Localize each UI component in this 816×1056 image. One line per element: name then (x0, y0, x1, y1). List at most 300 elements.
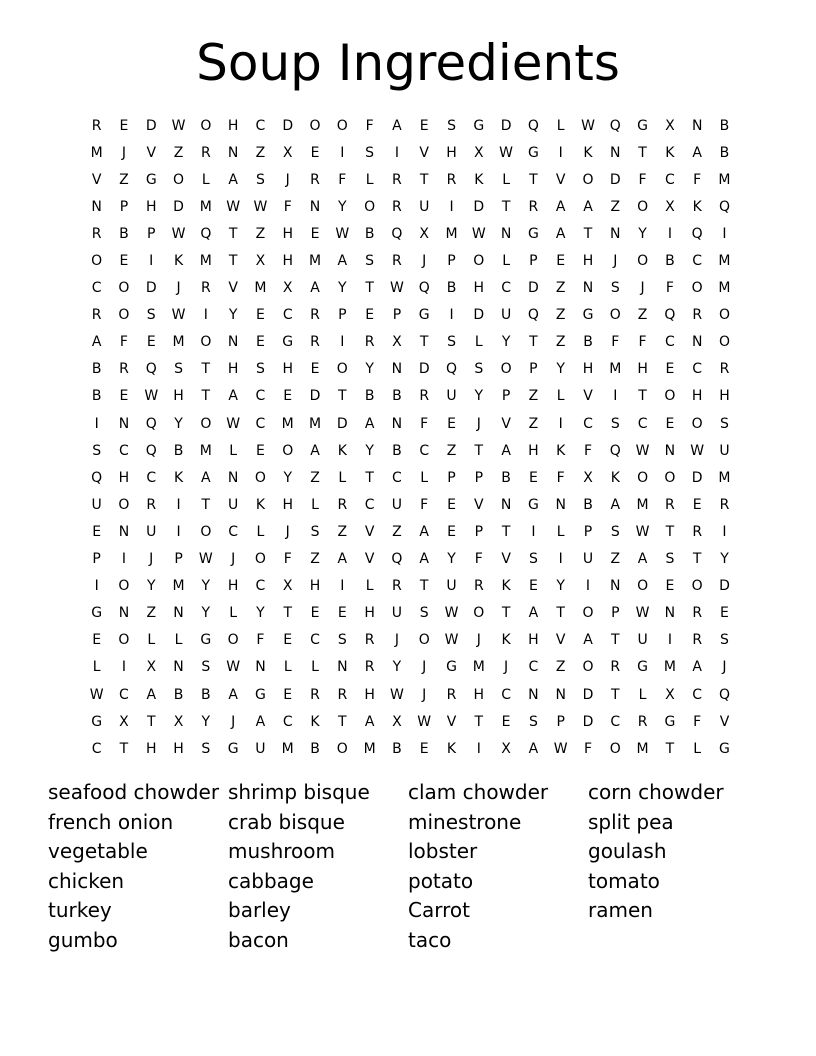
grid-letter[interactable]: N (255, 659, 266, 676)
grid-letter[interactable]: C (528, 659, 539, 676)
grid-letter[interactable]: N (118, 523, 130, 540)
grid-letter[interactable]: Q (664, 307, 676, 324)
grid-letter[interactable]: G (664, 713, 676, 730)
grid-letter[interactable]: U (637, 632, 648, 649)
grid-letter[interactable]: S (174, 361, 183, 378)
grid-letter[interactable]: I (94, 415, 99, 432)
grid-letter[interactable]: L (256, 523, 265, 540)
grid-letter[interactable]: W (389, 686, 404, 703)
grid-letter[interactable]: L (92, 659, 101, 676)
grid-letter[interactable]: E (283, 632, 293, 649)
grid-letter[interactable]: A (528, 740, 539, 757)
grid-letter[interactable]: O (91, 253, 103, 270)
grid-letter[interactable]: S (610, 280, 620, 297)
grid-letter[interactable]: V (501, 415, 511, 432)
grid-letter[interactable]: A (310, 280, 320, 297)
grid-letter[interactable]: J (231, 713, 236, 730)
grid-letter[interactable]: U (391, 605, 403, 622)
grid-letter[interactable]: R (310, 307, 320, 324)
grid-letter[interactable]: P (474, 469, 484, 486)
grid-letter[interactable]: A (555, 225, 566, 242)
grid-letter[interactable]: O (254, 551, 266, 568)
grid-letter[interactable]: U (228, 496, 239, 513)
grid-letter[interactable]: O (254, 469, 266, 486)
grid-letter[interactable]: G (255, 686, 266, 703)
grid-letter[interactable]: P (474, 523, 484, 540)
grid-letter[interactable]: B (310, 740, 320, 757)
grid-letter[interactable]: H (145, 740, 157, 757)
grid-letter[interactable]: G (91, 605, 103, 622)
grid-letter[interactable]: E (665, 578, 675, 595)
grid-letter[interactable]: A (501, 442, 511, 459)
grid-letter[interactable]: X (282, 280, 293, 297)
grid-letter[interactable]: D (336, 415, 348, 432)
grid-letter[interactable]: W (226, 198, 241, 215)
grid-letter[interactable]: A (337, 551, 348, 568)
grid-letter[interactable]: F (474, 551, 483, 568)
grid-letter[interactable]: E (365, 307, 375, 324)
grid-letter[interactable]: W (226, 659, 241, 676)
grid-letter[interactable]: Q (145, 442, 157, 459)
grid-letter[interactable]: Q (145, 361, 157, 378)
grid-letter[interactable]: E (665, 415, 675, 432)
grid-letter[interactable]: Z (555, 334, 566, 351)
grid-letter[interactable]: N (173, 605, 184, 622)
grid-letter[interactable]: R (719, 361, 730, 378)
grid-letter[interactable]: A (228, 686, 238, 703)
grid-letter[interactable]: A (337, 253, 348, 270)
grid-letter[interactable]: O (718, 334, 730, 351)
grid-letter[interactable]: I (94, 578, 99, 595)
grid-letter[interactable]: R (364, 632, 375, 649)
grid-letter[interactable]: W (635, 605, 650, 622)
grid-letter[interactable]: Y (447, 551, 456, 568)
grid-letter[interactable]: N (118, 415, 130, 432)
grid-letter[interactable]: Q (145, 415, 157, 432)
grid-letter[interactable]: J (504, 659, 509, 676)
grid-letter[interactable]: R (637, 713, 648, 730)
grid-letter[interactable]: S (201, 659, 211, 676)
grid-letter[interactable]: R (119, 361, 129, 378)
grid-letter[interactable]: S (337, 632, 347, 649)
grid-letter[interactable]: U (582, 551, 594, 568)
grid-letter[interactable]: N (227, 469, 239, 486)
grid-letter[interactable]: K (556, 442, 566, 459)
grid-letter[interactable]: Y (256, 605, 265, 622)
grid-letter[interactable]: I (667, 225, 672, 242)
grid-letter[interactable]: Q (609, 442, 621, 459)
grid-letter[interactable]: T (201, 361, 211, 378)
grid-letter[interactable]: S (528, 713, 538, 730)
grid-letter[interactable]: A (692, 659, 702, 676)
grid-letter[interactable]: O (200, 523, 212, 540)
grid-letter[interactable]: C (228, 523, 239, 540)
grid-letter[interactable]: I (340, 334, 345, 351)
grid-letter[interactable]: U (446, 578, 457, 595)
grid-letter[interactable]: Z (555, 280, 566, 297)
grid-letter[interactable]: O (609, 740, 621, 757)
grid-letter[interactable]: J (422, 686, 427, 703)
grid-letter[interactable]: N (664, 442, 676, 459)
grid-letter[interactable]: P (556, 713, 565, 730)
grid-letter[interactable]: R (91, 225, 102, 242)
grid-letter[interactable]: I (722, 225, 727, 242)
grid-letter[interactable]: N (391, 415, 403, 432)
grid-letter[interactable]: M (308, 253, 322, 270)
grid-letter[interactable]: R (692, 605, 703, 622)
grid-letter[interactable]: L (420, 469, 429, 486)
grid-letter[interactable]: Q (445, 361, 458, 378)
grid-letter[interactable]: H (582, 253, 594, 270)
grid-letter[interactable]: P (119, 198, 129, 215)
grid-letter[interactable]: U (91, 496, 102, 513)
grid-letter[interactable]: R (473, 578, 484, 595)
grid-letter[interactable]: A (528, 605, 539, 622)
grid-letter[interactable]: M (363, 740, 376, 757)
grid-letter[interactable]: B (91, 388, 102, 405)
grid-letter[interactable]: G (582, 307, 594, 324)
grid-letter[interactable]: A (255, 713, 266, 730)
grid-letter[interactable]: W (417, 713, 432, 730)
grid-letter[interactable]: I (449, 307, 454, 324)
grid-letter[interactable]: J (722, 659, 727, 676)
grid-letter[interactable]: B (119, 225, 129, 242)
grid-letter[interactable]: L (556, 117, 565, 134)
grid-letter[interactable]: I (558, 551, 563, 568)
grid-letter[interactable]: V (474, 496, 484, 513)
grid-letter[interactable]: T (501, 605, 511, 622)
grid-letter[interactable]: T (474, 713, 484, 730)
grid-letter[interactable]: R (392, 171, 402, 188)
grid-letter[interactable]: Z (555, 659, 566, 676)
grid-letter[interactable]: N (91, 198, 102, 215)
grid-letter[interactable]: F (365, 117, 374, 134)
grid-letter[interactable]: Q (91, 469, 103, 486)
grid-letter[interactable]: H (173, 740, 184, 757)
grid-letter[interactable]: C (146, 469, 157, 486)
grid-letter[interactable]: Q (527, 117, 539, 134)
grid-letter[interactable]: W (226, 415, 241, 432)
grid-letter[interactable]: D (528, 280, 539, 297)
grid-letter[interactable]: H (118, 469, 130, 486)
grid-letter[interactable]: P (447, 253, 456, 270)
grid-letter[interactable]: O (227, 632, 239, 649)
grid-letter[interactable]: O (637, 469, 649, 486)
grid-letter[interactable]: F (665, 280, 674, 297)
grid-letter[interactable]: J (285, 171, 290, 188)
grid-letter[interactable]: P (529, 361, 538, 378)
grid-letter[interactable]: J (422, 253, 427, 270)
grid-letter[interactable]: X (501, 740, 511, 757)
grid-letter[interactable]: N (664, 605, 676, 622)
grid-letter[interactable]: S (419, 605, 429, 622)
grid-letter[interactable]: F (556, 469, 565, 486)
grid-letter[interactable]: D (582, 686, 594, 703)
grid-letter[interactable]: G (200, 632, 212, 649)
grid-letter[interactable]: M (663, 659, 676, 676)
grid-letter[interactable]: R (310, 334, 320, 351)
grid-letter[interactable]: E (501, 713, 511, 730)
grid-letter[interactable]: F (583, 740, 593, 757)
grid-letter[interactable]: C (255, 578, 266, 595)
grid-letter[interactable]: W (144, 388, 159, 405)
grid-letter[interactable]: O (473, 605, 485, 622)
grid-letter[interactable]: E (119, 388, 129, 405)
grid-letter[interactable]: U (255, 740, 266, 757)
grid-letter[interactable]: A (392, 117, 402, 134)
grid-letter[interactable]: J (422, 659, 427, 676)
grid-letter[interactable]: R (665, 496, 675, 513)
grid-letter[interactable]: P (174, 551, 183, 568)
grid-letter[interactable]: J (476, 632, 481, 649)
grid-letter[interactable]: V (555, 171, 566, 188)
grid-letter[interactable]: T (201, 496, 211, 513)
grid-letter[interactable]: R (446, 171, 457, 188)
grid-letter[interactable]: C (637, 415, 648, 432)
grid-letter[interactable]: O (336, 361, 348, 378)
grid-letter[interactable]: F (283, 551, 292, 568)
grid-letter[interactable]: X (419, 225, 429, 242)
grid-letter[interactable]: Q (718, 686, 730, 703)
grid-letter[interactable]: T (529, 171, 538, 188)
grid-letter[interactable]: O (718, 307, 730, 324)
grid-letter[interactable]: K (337, 442, 347, 459)
grid-letter[interactable]: M (172, 578, 185, 595)
grid-letter[interactable]: G (446, 659, 457, 676)
grid-letter[interactable]: O (473, 253, 485, 270)
grid-letter[interactable]: R (446, 686, 457, 703)
grid-letter[interactable]: Q (391, 551, 403, 568)
grid-letter[interactable]: M (308, 415, 322, 432)
grid-letter[interactable]: H (719, 388, 730, 405)
grid-letter[interactable]: O (336, 740, 348, 757)
grid-letter[interactable]: O (582, 659, 594, 676)
grid-letter[interactable]: O (691, 280, 703, 297)
grid-letter[interactable]: K (255, 496, 266, 513)
grid-letter[interactable]: T (365, 469, 374, 486)
grid-letter[interactable]: H (473, 686, 485, 703)
grid-letter[interactable]: W (690, 442, 705, 459)
grid-letter[interactable]: T (529, 334, 538, 351)
grid-letter[interactable]: Q (609, 117, 621, 134)
grid-letter[interactable]: M (718, 280, 731, 297)
grid-letter[interactable]: R (310, 686, 320, 703)
grid-letter[interactable]: W (444, 632, 459, 649)
grid-letter[interactable]: T (665, 523, 675, 540)
grid-letter[interactable]: W (444, 605, 459, 622)
grid-letter[interactable]: Y (720, 551, 729, 568)
grid-letter[interactable]: X (282, 144, 293, 161)
grid-letter[interactable]: S (146, 307, 156, 324)
grid-letter[interactable]: G (418, 307, 430, 324)
grid-letter[interactable]: W (553, 740, 568, 757)
grid-letter[interactable]: E (447, 496, 456, 513)
grid-letter[interactable]: E (419, 740, 429, 757)
grid-letter[interactable]: Y (556, 578, 565, 595)
grid-letter[interactable]: S (255, 361, 265, 378)
grid-letter[interactable]: L (338, 469, 347, 486)
grid-letter[interactable]: L (365, 171, 374, 188)
grid-letter[interactable]: H (528, 442, 539, 459)
grid-letter[interactable]: V (228, 280, 238, 297)
grid-letter[interactable]: C (364, 496, 375, 513)
grid-letter[interactable]: Z (119, 171, 129, 188)
grid-letter[interactable]: V (146, 144, 157, 161)
grid-letter[interactable]: D (500, 117, 512, 134)
grid-letter[interactable]: T (338, 713, 347, 730)
grid-letter[interactable]: I (667, 632, 672, 649)
grid-letter[interactable]: H (145, 198, 157, 215)
grid-letter[interactable]: L (229, 605, 238, 622)
grid-letter[interactable]: I (121, 659, 127, 676)
grid-letter[interactable]: R (392, 198, 402, 215)
grid-letter[interactable]: Y (365, 361, 374, 378)
grid-letter[interactable]: L (693, 740, 702, 757)
grid-letter[interactable]: Z (255, 225, 266, 242)
grid-letter[interactable]: Z (173, 144, 184, 161)
grid-letter[interactable]: F (119, 334, 128, 351)
grid-letter[interactable]: C (282, 307, 293, 324)
grid-letter[interactable]: F (693, 713, 702, 730)
grid-letter[interactable]: Y (501, 334, 511, 351)
grid-letter[interactable]: X (392, 334, 402, 351)
grid-letter[interactable]: Y (638, 225, 647, 242)
grid-letter[interactable]: R (692, 307, 703, 324)
grid-letter[interactable]: T (365, 280, 374, 297)
grid-letter[interactable]: Q (691, 225, 703, 242)
grid-letter[interactable]: E (556, 253, 566, 270)
grid-letter[interactable]: K (610, 469, 620, 486)
grid-letter[interactable]: O (418, 632, 430, 649)
grid-letter[interactable]: O (309, 117, 321, 134)
grid-letter[interactable]: I (558, 144, 563, 161)
grid-letter[interactable]: S (720, 415, 729, 432)
grid-letter[interactable]: X (119, 713, 129, 730)
grid-letter[interactable]: H (528, 632, 539, 649)
grid-letter[interactable]: Y (365, 442, 374, 459)
grid-letter[interactable]: M (90, 144, 103, 161)
grid-letter[interactable]: R (91, 117, 102, 134)
grid-letter[interactable]: W (171, 117, 186, 134)
grid-letter[interactable]: M (281, 415, 294, 432)
grid-letter[interactable]: E (665, 361, 675, 378)
grid-letter[interactable]: V (364, 523, 375, 540)
grid-letter[interactable]: P (501, 388, 511, 405)
grid-letter[interactable]: S (255, 171, 265, 188)
grid-letter[interactable]: Z (310, 469, 320, 486)
grid-letter[interactable]: U (419, 198, 430, 215)
grid-letter[interactable]: E (256, 307, 265, 324)
grid-letter[interactable]: F (611, 334, 620, 351)
grid-letter[interactable]: E (447, 523, 456, 540)
grid-letter[interactable]: J (121, 144, 127, 161)
grid-letter[interactable]: S (201, 740, 211, 757)
grid-letter[interactable]: I (203, 307, 208, 324)
grid-letter[interactable]: K (173, 253, 184, 270)
grid-letter[interactable]: C (310, 632, 320, 649)
grid-letter[interactable]: T (419, 334, 429, 351)
grid-letter[interactable]: H (282, 496, 293, 513)
grid-letter[interactable]: O (637, 198, 649, 215)
grid-letter[interactable]: D (145, 117, 157, 134)
grid-letter[interactable]: D (473, 307, 485, 324)
grid-letter[interactable]: G (637, 659, 649, 676)
grid-letter[interactable]: B (392, 442, 402, 459)
grid-letter[interactable]: H (227, 117, 239, 134)
grid-letter[interactable]: P (447, 469, 456, 486)
grid-letter[interactable]: B (583, 496, 593, 513)
grid-letter[interactable]: M (636, 740, 649, 757)
grid-letter[interactable]: E (119, 117, 129, 134)
grid-letter[interactable]: N (173, 659, 184, 676)
grid-letter[interactable]: P (92, 551, 101, 568)
grid-letter[interactable]: A (228, 171, 238, 188)
grid-letter[interactable]: H (227, 361, 239, 378)
grid-letter[interactable]: A (146, 686, 157, 703)
grid-letter[interactable]: T (638, 388, 647, 405)
grid-letter[interactable]: O (118, 578, 130, 595)
grid-letter[interactable]: E (310, 144, 320, 161)
grid-letter[interactable]: L (201, 171, 210, 188)
grid-letter[interactable]: M (281, 740, 294, 757)
grid-letter[interactable]: T (638, 144, 647, 161)
grid-letter[interactable]: A (692, 144, 702, 161)
grid-letter[interactable]: S (365, 253, 375, 270)
grid-letter[interactable]: U (146, 523, 157, 540)
grid-letter[interactable]: H (637, 361, 648, 378)
grid-letter[interactable]: Q (527, 307, 539, 324)
grid-letter[interactable]: K (474, 171, 484, 188)
grid-letter[interactable]: E (528, 578, 538, 595)
grid-letter[interactable]: S (528, 551, 538, 568)
grid-letter[interactable]: T (556, 605, 565, 622)
grid-letter[interactable]: W (253, 198, 268, 215)
grid-letter[interactable]: T (419, 578, 429, 595)
grid-letter[interactable]: O (637, 578, 649, 595)
grid-letter[interactable]: Z (146, 605, 157, 622)
grid-letter[interactable]: L (556, 388, 565, 405)
grid-letter[interactable]: T (611, 686, 620, 703)
grid-letter[interactable]: Y (556, 361, 565, 378)
grid-letter[interactable]: W (89, 686, 104, 703)
grid-letter[interactable]: A (228, 388, 238, 405)
grid-letter[interactable]: E (256, 334, 265, 351)
grid-letter[interactable]: G (527, 496, 539, 513)
grid-letter[interactable]: F (693, 171, 702, 188)
grid-letter[interactable]: F (420, 415, 429, 432)
grid-letter[interactable]: K (665, 144, 675, 161)
grid-letter[interactable]: J (613, 253, 618, 270)
grid-letter[interactable]: I (176, 523, 181, 540)
grid-letter[interactable]: O (118, 307, 130, 324)
grid-letter[interactable]: K (446, 740, 457, 757)
grid-letter[interactable]: Z (446, 442, 457, 459)
grid-letter[interactable]: J (640, 280, 645, 297)
grid-letter[interactable]: V (446, 713, 457, 730)
grid-letter[interactable]: T (501, 523, 511, 540)
grid-letter[interactable]: S (720, 632, 729, 649)
grid-letter[interactable]: C (664, 171, 675, 188)
grid-letter[interactable]: C (501, 280, 511, 297)
grid-letter[interactable]: I (121, 551, 127, 568)
grid-letter[interactable]: G (282, 334, 294, 351)
grid-letter[interactable]: H (282, 253, 293, 270)
grid-letter[interactable]: O (609, 307, 621, 324)
grid-letter[interactable]: N (337, 659, 348, 676)
grid-letter[interactable]: A (419, 551, 429, 568)
grid-letter[interactable]: E (256, 442, 265, 459)
grid-letter[interactable]: L (311, 496, 319, 513)
